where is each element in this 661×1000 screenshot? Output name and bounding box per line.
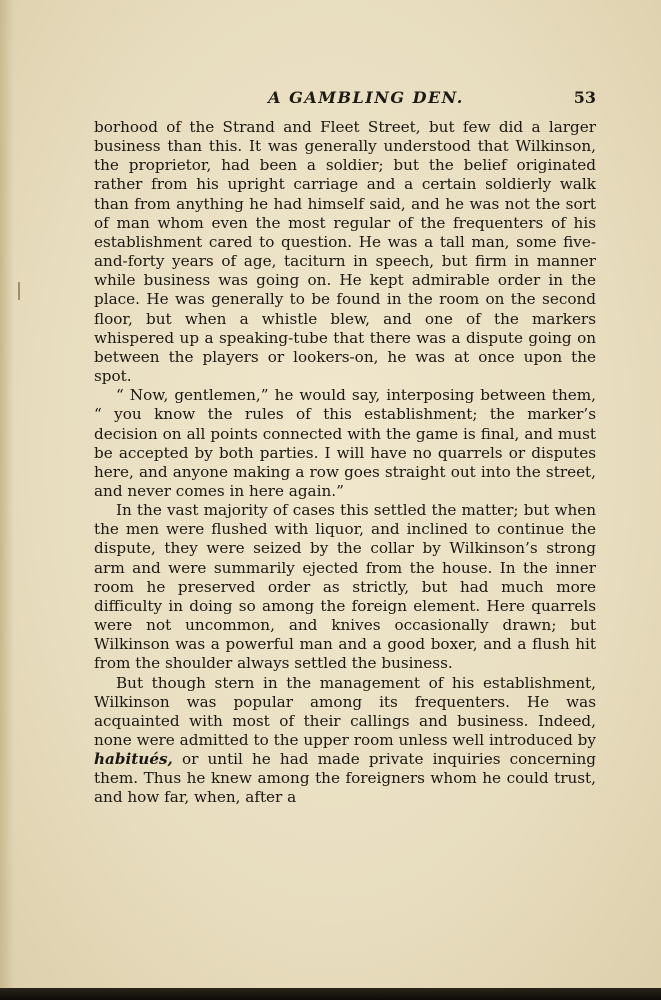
page-edge-shadow [0,0,14,1000]
paragraph-4 [94,674,596,808]
margin-mark [18,282,20,300]
body-text [94,118,596,808]
paragraph-2: “ Now, gentlemen,” he would say, interposing between them, “ you know the rules of this establishment; the marker’s decision on all points connected with the game is final, and must be accepted by both parties. I will have no quarrels or disputes here, and anyone making a row goes straight out into the street, and never comes in here again.” [94,386,596,500]
bottom-scan-edge [0,988,661,1000]
paragraph-3: In the vast majority of cases this settled the matter; but when the men were flushed with liquor, and inclined to continue the dispute, they were seized by the collar by Wilkinson’s strong arm and were summarily ejected from the house. In the inner room he preserved order as strictly, but had much more difficulty in doing so among the foreign element. Here quarrels were not uncommon, and knives occasionally drawn; but Wilkinson was a powerful man and a good boxer, and a flush hit from the shoulder always settled the business. [94,501,596,673]
page-number: 53 [573,88,596,107]
running-title: A GAMBLING DEN. [268,88,464,107]
paragraph-1: borhood of the Strand and Fleet Street, but few did a larger business than this. It was generally understood that Wilkinson, the proprietor, had been a soldier; but the belief originated rather from his upright carriage and a certain soldierly walk than from anything he had himself said, and he was not the sort of man whom even the most regular of the frequenters of his establishment cared to question. He was a tall man, some five-and-forty years of age, taciturn in speech, but firm in manner while business was going on. He kept admirable order in the place. He was generally to be found in the room on the second floor, but when a whistle blew, and one of the markers whispered up a speaking-tube that there was a dispute going on between the players or lookers-on, he was at once upon the spot. [94,118,596,386]
page-header [96,88,596,112]
paragraph-4-text-after: or until he had made private inquiries concerning them. Thus he knew among the foreigners whom he could trust, and how far, when, after a [94,750,596,807]
paragraph-4-text-before: But though stern in the management of his establishment, Wilkinson was popular among its frequenters. He was acquainted with most of their callings and business. Indeed, none were admitted to the upper room unless well introduced by [94,673,596,749]
paragraph-4-emphasis: habitués, [94,750,173,769]
